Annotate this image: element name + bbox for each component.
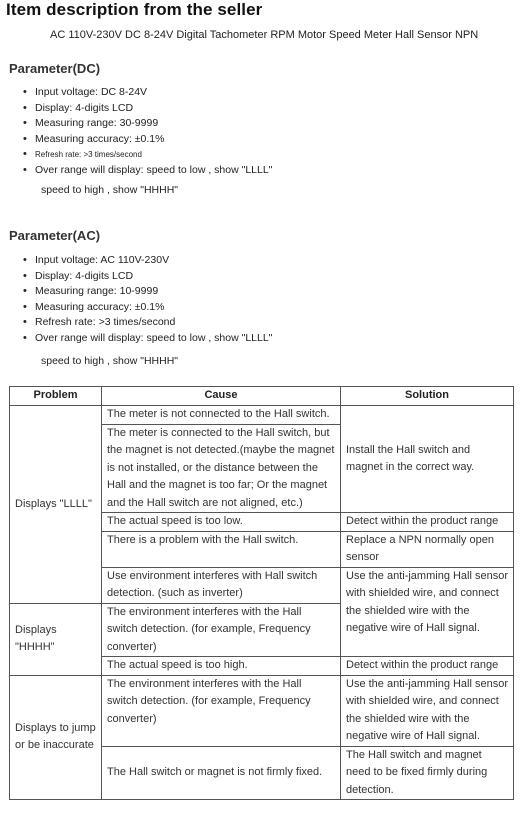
ac-parameter-heading: Parameter(AC) [9,228,101,243]
cause-cell: There is a problem with the Hall switch. [102,531,341,567]
cause-cell: The environment interferes with the Hall switch detection. (for example, Frequency converter) [102,603,341,657]
dc-parameter-heading: Parameter(DC) [9,61,101,76]
solution-cell: Install the Hall switch and magnet in the correct way. [341,406,514,513]
cause-cell: The actual speed is too low. [102,513,341,532]
table-header-row [10,387,514,406]
dc-param-input-voltage: • Input voltage: DC 8-24V [22,85,272,101]
dc-param-measuring-range: • Measuring range: 30-9999 [22,116,272,132]
header-problem: Problem [10,387,102,406]
page-title: Item description from the seller [6,0,263,19]
ac-param-refresh-rate: • Refresh rate: >3 times/second [22,315,272,331]
dc-param-measuring-accuracy: • Measuring accuracy: ±0.1% [22,132,272,148]
dc-param-display: • Display: 4-digits LCD [22,101,272,117]
cause-cell: The environment interferes with the Hall switch detection. (for example, Frequency converter) [102,675,341,746]
solution-cell: Replace a NPN normally open sensor [341,531,514,567]
solution-cell: Use the anti-jamming Hall sensor with shielded wire, and connect the shielded wire with the negative wire of Hall signal. [341,675,514,746]
ac-parameter-list [22,253,272,346]
problem-cell: Displays to jump or be inaccurate [10,675,102,800]
dc-param-refresh-rate: • Refresh rate: >3 times/second [22,147,272,163]
solution-cell: Use the anti-jamming Hall sensor with shielded wire, and connect the shielded wire with the negative wire of Hall signal. [341,567,514,657]
ac-param-display: • Display: 4-digits LCD [22,269,272,285]
cause-cell: The meter is not connected to the Hall switch. [102,406,341,425]
table-row [10,406,514,425]
cause-cell: Use environment interferes with Hall switch detection. (such as inverter) [102,567,341,603]
header-solution: Solution [341,387,514,406]
cause-cell: The meter is connected to the Hall switch, but the magnet is not detected.(maybe the magnet is not installed, or the distance between the Hall and the magnet is too far; Or the magnet and the Hall switch are not aligned, etc.) [102,424,341,513]
solution-cell: Detect within the product range [341,657,514,676]
ac-param-measuring-range: • Measuring range: 10-9999 [22,284,272,300]
solution-cell: Detect within the product range [341,513,514,532]
problem-cell: Displays "HHHH" [10,603,102,675]
dc-param-over-range: • Over range will display: speed to low , show "LLLL" [22,163,272,179]
cause-cell: The actual speed is too high. [102,657,341,676]
cause-cell: The Hall switch or magnet is not firmly fixed. [102,746,341,800]
ac-param-input-voltage: • Input voltage: AC 110V-230V [22,253,272,269]
table-row [10,675,514,746]
dc-parameter-list [22,85,272,178]
ac-param-over-range: • Over range will display: speed to low , show "LLLL" [22,331,272,347]
troubleshooting-table [9,386,514,800]
solution-cell: The Hall switch and magnet need to be fixed firmly during detection. [341,746,514,800]
product-name: AC 110V-230V DC 8-24V Digital Tachometer RPM Motor Speed Meter Hall Sensor NPN [50,29,479,41]
dc-over-range-high: speed to high , show "HHHH" [41,184,179,196]
header-cause: Cause [102,387,341,406]
ac-over-range-high: speed to high , show "HHHH" [41,355,179,367]
ac-param-measuring-accuracy: • Measuring accuracy: ±0.1% [22,300,272,316]
problem-cell: Displays "LLLL" [10,406,102,604]
